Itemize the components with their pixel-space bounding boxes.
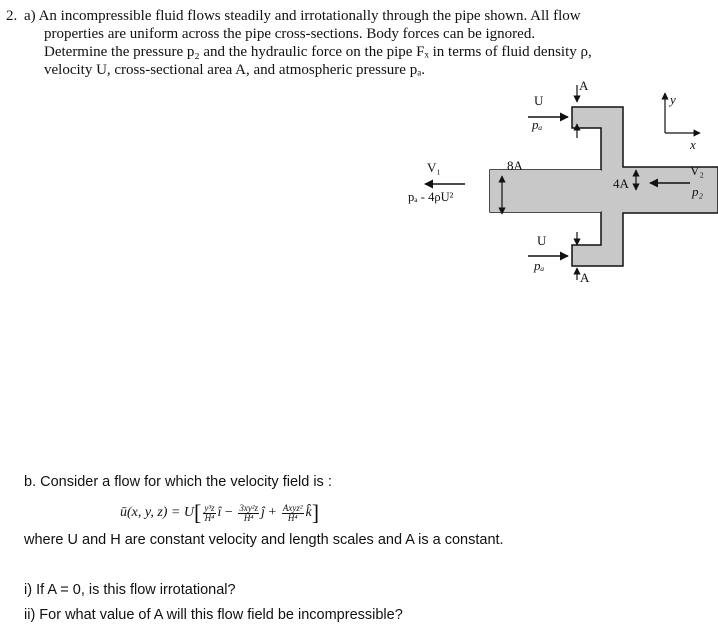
bottom-pa-label: pₐ — [534, 258, 545, 273]
y-axis-label: y — [670, 92, 676, 107]
problem-line-3: Determine the pressure p₂ and the hydraulic force on the pipe Fₓ in terms of fluid density ρ, — [44, 44, 592, 60]
top-u-label: U — [534, 93, 544, 108]
formula-lhs: ū(x, y, z) = U — [120, 505, 194, 521]
problem-line-4: velocity U, cross-sectional area A, and atmospheric pressure pₐ. — [44, 62, 426, 78]
v1-label: V₁ — [427, 160, 441, 175]
pipe-diagram — [0, 0, 718, 300]
area-4a-label: 4A — [613, 176, 629, 191]
p1-label: pₐ - 4ρU² — [408, 190, 454, 204]
x-axis-label: x — [690, 137, 696, 152]
question-number: 2. — [6, 8, 18, 24]
area-8a-label: 8A — [507, 158, 523, 173]
bottom-a-label: A — [580, 270, 590, 285]
problem-line-2: properties are uniform across the pipe cross-sections. Body forces can be ignored. — [44, 26, 536, 42]
v2-label: V₂ — [690, 163, 704, 178]
bottom-u-label: U — [537, 233, 547, 248]
problem-line-1: a) An incompressible fluid flows steadily and irrotationally through the pipe shown. All flow — [24, 8, 581, 24]
term3-fraction: $\frac{\text{Axyz²}}{\text{H⁴}}$ — [282, 502, 303, 523]
term2-fraction: $\frac{\text{3xy²z}}{\text{H⁴}}$ — [239, 502, 259, 523]
question-i: i) If A = 0, is this flow irrotational? — [24, 582, 236, 598]
question-ii: ii) For what value of A will this flow field be incompressible? — [24, 607, 403, 623]
velocity-field-formula: ū(x, y, z) = U[ $\frac{\text{y³z}}{\text{H⁴}}$ î − $\frac{\text{3xy²z}}{\text{H⁴}}$ ĵ + $\frac{\text{Axyz²}}{\text{H⁴}}$ k̂] — [120, 500, 320, 525]
p2-label: p₂ — [692, 184, 704, 199]
top-a-label: A — [579, 78, 589, 93]
where-text: where U and H are constant velocity and length scales and A is a constant. — [24, 532, 504, 548]
top-pa-label: pₐ — [532, 117, 543, 132]
part-b-heading: b. Consider a flow for which the velocity field is : — [24, 474, 332, 490]
term1-fraction: $\frac{\text{y³z}}{\text{H⁴}}$ — [204, 502, 215, 523]
